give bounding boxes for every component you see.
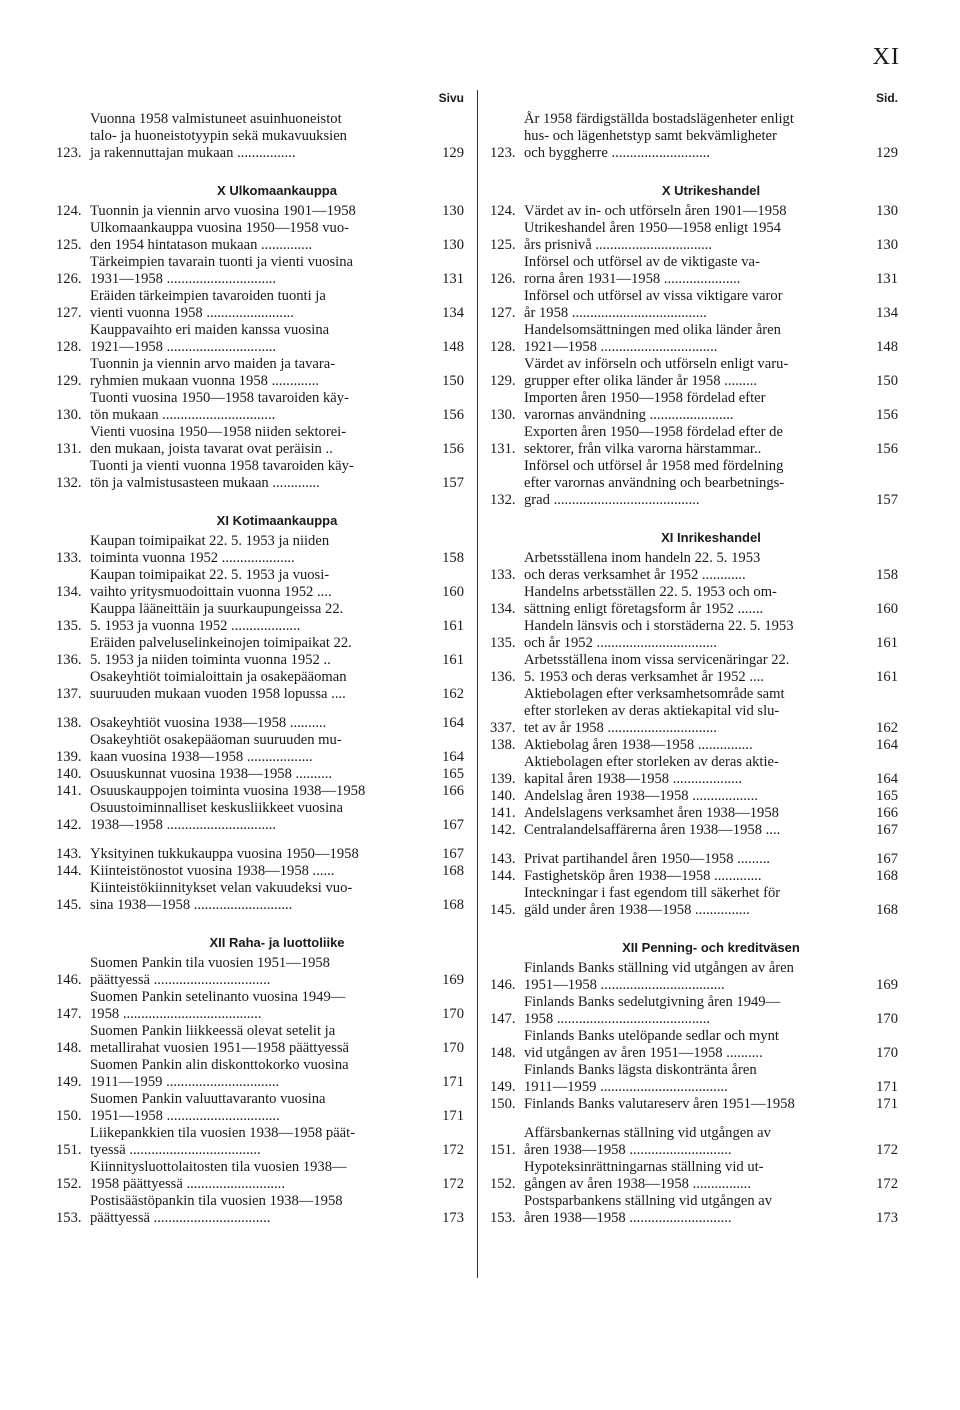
contents-entry [490, 584, 898, 618]
entry-title: Finlands Banks utelöpande sedlar och mynt vid utgången av åren 1951—1958 .......... [524, 1028, 779, 1061]
entry-number: 153. [56, 1210, 82, 1226]
section-heading: XI Kotimaankauppa [216, 513, 338, 528]
entry-number: 132. [490, 492, 516, 508]
entry-title: Kaupan toimipaikat 22. 5. 1953 ja niiden toiminta vuonna 1952 .................... [90, 533, 330, 566]
entry-number: 129. [56, 373, 82, 389]
entry-page: 170 [442, 1006, 464, 1022]
entry-number: 147. [56, 1006, 82, 1022]
section-heading: XII Raha- ja luottoliike [209, 935, 345, 950]
entry-number: 146. [490, 977, 516, 993]
entry-number: 148. [490, 1045, 516, 1061]
entry-page: 150 [876, 373, 898, 389]
entry-page: 131 [442, 271, 464, 287]
contents-entry [490, 686, 898, 737]
entry-page: 131 [876, 271, 898, 287]
entry-number: 144. [490, 868, 516, 884]
entry-page: 170 [876, 1045, 898, 1061]
entry-number: 130. [56, 407, 82, 423]
entry-title: Finlands Banks sedelutgivning åren 1949— 1958 .......................................... [524, 994, 781, 1027]
entry-page: 148 [876, 339, 898, 355]
entry-number: 123. [490, 145, 516, 161]
section-heading: X Ulkomaankauppa [217, 183, 337, 198]
entry-number: 125. [56, 237, 82, 253]
entry-number: 147. [490, 1011, 516, 1027]
contents-entry [490, 1028, 898, 1062]
entry-page: 161 [876, 635, 898, 651]
entry-page: 160 [876, 601, 898, 617]
contents-entry [490, 994, 898, 1028]
entry-number: 139. [56, 749, 82, 765]
entry-number: 149. [56, 1074, 82, 1090]
contents-entry [490, 822, 898, 839]
contents-entry [56, 601, 464, 635]
entry-number: 150. [490, 1096, 516, 1112]
entry-number: 132. [56, 475, 82, 491]
entry-page: 164 [442, 749, 464, 765]
entry-page: 167 [442, 817, 464, 833]
contents-entry [490, 111, 898, 162]
entry-page: 156 [442, 441, 464, 457]
entry-page: 172 [876, 1176, 898, 1192]
entry-number: 131. [490, 441, 516, 457]
entry-title: Suomen Pankin liikkeessä olevat setelit ja metallirahat vuosien 1951—1958 päättyessä [90, 1023, 349, 1056]
entry-number: 142. [490, 822, 516, 838]
page-column-label: Sid. [875, 91, 898, 105]
entry-page: 158 [876, 567, 898, 583]
entry-page: 166 [876, 805, 898, 821]
entry-title: Suomen Pankin alin diskonttokorko vuosina 1911—1959 ............................... [90, 1057, 349, 1090]
entry-title: Andelslag åren 1938—1958 .................. [524, 788, 758, 804]
entry-page: 168 [876, 868, 898, 884]
entry-page: 161 [442, 618, 464, 634]
entry-title: Vuonna 1958 valmistuneet asuinhuoneistot talo- ja huoneistotyypin sekä mukavuuksien ja rakennuttajan mukaan ................ [90, 111, 347, 161]
contents-entry [490, 788, 898, 805]
entry-page: 172 [442, 1176, 464, 1192]
entry-title: Ulkomaankauppa vuosina 1950—1958 vuo- den 1954 hintatason mukaan .............. [90, 220, 349, 253]
entry-page: 148 [442, 339, 464, 355]
entry-page: 130 [442, 237, 464, 253]
entry-title: År 1958 färdigställda bostadslägenheter enligt hus- och lägenhetstyp samt bekvämligheter och byggherre ........................... [524, 111, 794, 161]
contents-entry [56, 1159, 464, 1193]
entry-number: 124. [56, 203, 82, 219]
entry-page: 157 [876, 492, 898, 508]
section-heading: XII Penning- och kreditväsen [622, 940, 800, 955]
entry-page: 172 [876, 1142, 898, 1158]
contents-entry [56, 715, 464, 732]
entry-title: Osuustoiminnalliset keskusliikkeet vuosina 1938—1958 .............................. [90, 800, 343, 833]
entry-title: Osakeyhtiöt vuosina 1938—1958 .......... [90, 715, 327, 731]
entry-number: 130. [490, 407, 516, 423]
entry-title: Osakeyhtiöt osakepääoman suuruuden mu- kaan vuosina 1938—1958 .................. [90, 732, 342, 765]
contents-entry [490, 868, 898, 885]
contents-entry [490, 203, 898, 220]
contents-entry [56, 424, 464, 458]
contents-entry [490, 1062, 898, 1096]
contents-section [490, 529, 898, 919]
entry-page: 167 [442, 846, 464, 862]
entry-title: Postsparbankens ställning vid utgången av åren 1938—1958 ............................ [524, 1193, 773, 1226]
contents-entry [56, 254, 464, 288]
contents-entry [490, 737, 898, 754]
entry-title: Kiinteistökiinnitykset velan vakuudeksi vuo- sina 1938—1958 ........................... [90, 880, 353, 913]
entry-title: Exporten åren 1950—1958 fördelad efter de sektorer, från vilka varorna härstammar.. [524, 424, 783, 457]
contents-entry [490, 1125, 898, 1159]
entry-page: 171 [442, 1074, 464, 1090]
entry-page: 164 [876, 737, 898, 753]
contents-entry [490, 851, 898, 868]
entry-title: Yksityinen tukkukauppa vuosina 1950—1958 [90, 846, 359, 862]
contents-entry [56, 800, 464, 834]
entry-page: 169 [876, 977, 898, 993]
contents-entry [56, 880, 464, 914]
contents-entry [56, 220, 464, 254]
page-column-label: Sivu [438, 91, 464, 105]
entry-number: 152. [56, 1176, 82, 1192]
entry-page: 167 [876, 822, 898, 838]
entry-number: 126. [56, 271, 82, 287]
contents-entry [56, 1023, 464, 1057]
entry-page: 171 [442, 1108, 464, 1124]
entry-number: 131. [56, 441, 82, 457]
entry-page: 157 [442, 475, 464, 491]
entry-number: 153. [490, 1210, 516, 1226]
entry-number: 133. [490, 567, 516, 583]
contents-section [490, 182, 898, 509]
intro-entries [56, 111, 464, 162]
entry-title: Fastighetsköp åren 1938—1958 ............. [524, 868, 762, 884]
entry-page: 134 [442, 305, 464, 321]
contents-entry [56, 203, 464, 220]
entry-number: 137. [56, 686, 82, 702]
entry-page: 166 [442, 783, 464, 799]
entry-page: 150 [442, 373, 464, 389]
entry-number: 145. [490, 902, 516, 918]
entry-page: 173 [876, 1210, 898, 1226]
section-heading: XI Inrikeshandel [661, 530, 761, 545]
entry-number: 135. [490, 635, 516, 651]
entry-page: 171 [876, 1096, 898, 1112]
contents-entry [490, 618, 898, 652]
contents-entry [56, 669, 464, 703]
contents-entry [490, 960, 898, 994]
entry-title: Införsel och utförsel år 1958 med fördelning efter varornas användning och bearbetnings- grad ........................................ [524, 458, 785, 508]
contents-entry [56, 955, 464, 989]
contents-entry [56, 989, 464, 1023]
entry-number: 128. [490, 339, 516, 355]
entry-page: 165 [876, 788, 898, 804]
entry-number: 140. [490, 788, 516, 804]
entry-number: 151. [490, 1142, 516, 1158]
contents-section [56, 182, 464, 492]
entry-title: Tärkeimpien tavarain tuonti ja vienti vuosina 1931—1958 .............................. [90, 254, 354, 287]
contents-entry [56, 458, 464, 492]
entry-title: Införsel och utförsel av de viktigaste va- rorna åren 1931—1958 ..................... [524, 254, 760, 287]
entry-number: 148. [56, 1040, 82, 1056]
entry-number: 127. [490, 305, 516, 321]
entry-title: Privat partihandel åren 1950—1958 ......... [524, 851, 771, 867]
contents-entry [490, 424, 898, 458]
entry-page: 161 [442, 652, 464, 668]
entry-page: 162 [876, 720, 898, 736]
entry-title: Aktiebolagen efter verksamhetsområde samt efter storleken av deras aktiekapital vid slu- tet av år 1958 .............................. [524, 686, 785, 736]
entry-number: 144. [56, 863, 82, 879]
entry-title: Finlands Banks lägsta diskontränta åren 1911—1959 ................................... [524, 1062, 757, 1095]
page-number: XI [872, 44, 900, 70]
entry-page: 130 [876, 237, 898, 253]
contents-entry [56, 322, 464, 356]
contents-column-finnish [56, 90, 464, 1227]
entry-number: 143. [490, 851, 516, 867]
entry-number: 142. [56, 817, 82, 833]
entry-title: Tuonnin ja viennin arvo maiden ja tavara- ryhmien mukaan vuonna 1958 ............. [90, 356, 336, 389]
entry-title: Eräiden palveluselinkeinojen toimipaikat 22. 5. 1953 ja niiden toiminta vuonna 1952 .. [90, 635, 352, 668]
entry-page: 156 [876, 407, 898, 423]
entry-title: Hypoteksinrättningarnas ställning vid ut- gången av åren 1938—1958 ................ [524, 1159, 764, 1192]
contents-entry [56, 766, 464, 783]
entry-title: Värdet av införseln och utförseln enligt varu- grupper efter olika länder år 1958 ......... [524, 356, 789, 389]
contents-entry [56, 1125, 464, 1159]
contents-entry [490, 1159, 898, 1193]
entry-page: 170 [876, 1011, 898, 1027]
entry-number: 123. [56, 145, 82, 161]
entry-title: Osuuskauppojen toiminta vuosina 1938—1958 [90, 783, 366, 799]
contents-entry [490, 1096, 898, 1113]
entry-title: Andelslagens verksamhet åren 1938—1958 [524, 805, 779, 821]
entry-number: 143. [56, 846, 82, 862]
entry-number: 150. [56, 1108, 82, 1124]
entry-page: 173 [442, 1210, 464, 1226]
entry-title: Inteckningar i fast egendom till säkerhet för gäld under åren 1938—1958 ............... [524, 885, 781, 918]
contents-sections [490, 182, 898, 1227]
entry-title: Osuuskunnat vuosina 1938—1958 .......... [90, 766, 333, 782]
contents-entry [490, 322, 898, 356]
contents-entry [56, 1193, 464, 1227]
contents-section [490, 939, 898, 1227]
entry-number: 124. [490, 203, 516, 219]
entry-number: 140. [56, 766, 82, 782]
entry-page: 130 [876, 203, 898, 219]
entry-title: Tuonnin ja viennin arvo vuosina 1901—1958 [90, 203, 356, 219]
entry-number: 138. [490, 737, 516, 753]
entry-page: 164 [876, 771, 898, 787]
entry-title: Centralandelsaffärerna åren 1938—1958 .... [524, 822, 781, 838]
contents-entry [490, 288, 898, 322]
entry-title: Införsel och utförsel av vissa viktigare varor år 1958 ..................................... [524, 288, 783, 321]
contents-entry [56, 783, 464, 800]
entry-number: 149. [490, 1079, 516, 1095]
entry-number: 145. [56, 897, 82, 913]
contents-entry [490, 652, 898, 686]
entry-page: 167 [876, 851, 898, 867]
entry-number: 129. [490, 373, 516, 389]
entry-title: Kaupan toimipaikat 22. 5. 1953 ja vuosi- vaihto yritysmuodoittain vuonna 1952 .... [90, 567, 332, 600]
intro-entries [490, 111, 898, 162]
entry-title: Arbetsställena inom vissa servicenäringar 22. 5. 1953 och deras verksamhet år 1952 .... [524, 652, 790, 685]
entry-title: Kiinnitysluottolaitosten tila vuosien 1938— 1958 päättyessä ........................... [90, 1159, 347, 1192]
entry-page: 168 [876, 902, 898, 918]
contents-entry [56, 732, 464, 766]
contents-section [56, 934, 464, 1227]
entry-number: 136. [56, 652, 82, 668]
entry-number: 125. [490, 237, 516, 253]
contents-entry [56, 863, 464, 880]
entry-number: 138. [56, 715, 82, 731]
contents-entry [56, 567, 464, 601]
entry-title: Importen åren 1950—1958 fördelad efter varornas användning ....................... [524, 390, 766, 423]
entry-page: 129 [876, 145, 898, 161]
entry-title: Affärsbankernas ställning vid utgången av åren 1938—1958 ............................ [524, 1125, 771, 1158]
entry-number: 337. [490, 720, 516, 736]
entry-page: 164 [442, 715, 464, 731]
entry-title: Aktiebolag åren 1938—1958 ............... [524, 737, 753, 753]
contents-column-swedish [490, 90, 898, 1227]
entry-title: Tuonti ja vienti vuonna 1958 tavaroiden käy- tön ja valmistusasteen mukaan ............. [90, 458, 354, 491]
entry-page: 165 [442, 766, 464, 782]
contents-entry [56, 390, 464, 424]
entry-title: Arbetsställena inom handeln 22. 5. 1953 och deras verksamhet år 1952 ............ [524, 550, 761, 583]
contents-entry [56, 533, 464, 567]
contents-entry [490, 356, 898, 390]
contents-entry [490, 805, 898, 822]
entry-title: Kauppavaihto eri maiden kanssa vuosina 1921—1958 .............................. [90, 322, 330, 355]
entry-page: 170 [442, 1040, 464, 1056]
entry-page: 130 [442, 203, 464, 219]
entry-page: 156 [442, 407, 464, 423]
entry-number: 141. [56, 783, 82, 799]
section-heading: X Utrikeshandel [661, 183, 761, 198]
entry-number: 134. [56, 584, 82, 600]
contents-entry [490, 1193, 898, 1227]
entry-title: Handeln länsvis och i storstäderna 22. 5. 1953 och år 1952 ................................. [524, 618, 794, 651]
column-divider [477, 90, 478, 1278]
entry-title: Suomen Pankin setelinanto vuosina 1949— 1958 ...................................... [90, 989, 346, 1022]
entry-page: 158 [442, 550, 464, 566]
contents-entry [56, 1057, 464, 1091]
entry-number: 127. [56, 305, 82, 321]
entry-number: 139. [490, 771, 516, 787]
entry-page: 172 [442, 1142, 464, 1158]
entry-title: Handelns arbetsställen 22. 5. 1953 och om- sättning enligt företagsform år 1952 ....... [524, 584, 777, 617]
entry-page: 160 [442, 584, 464, 600]
entry-page: 134 [876, 305, 898, 321]
entry-number: 126. [490, 271, 516, 287]
entry-title: Värdet av in- och utförseln åren 1901—1958 [524, 203, 787, 219]
entry-page: 168 [442, 897, 464, 913]
contents-entry [56, 1091, 464, 1125]
entry-title: Finlands Banks ställning vid utgången av åren 1951—1958 .................................. [524, 960, 794, 993]
entry-title: Osakeyhtiöt toimialoittain ja osakepääoman suuruuden mukaan vuoden 1958 lopussa .... [90, 669, 347, 702]
contents-entry [56, 288, 464, 322]
contents-entry [490, 754, 898, 788]
entry-page: 162 [442, 686, 464, 702]
entry-title: Suomen Pankin tila vuosien 1951—1958 päättyessä ................................ [90, 955, 330, 988]
entry-title: Eräiden tärkeimpien tavaroiden tuonti ja vienti vuonna 1958 ........................ [90, 288, 326, 321]
entry-number: 134. [490, 601, 516, 617]
entry-number: 141. [490, 805, 516, 821]
entry-title: Aktiebolagen efter storleken av deras aktie- kapital åren 1938—1958 ................... [524, 754, 779, 787]
entry-title: Finlands Banks valutareserv åren 1951—1958 [524, 1096, 795, 1112]
entry-number: 151. [56, 1142, 82, 1158]
contents-entry [490, 885, 898, 919]
contents-entry [56, 846, 464, 863]
contents-entry [490, 220, 898, 254]
entry-title: Handelsomsättningen med olika länder åren 1921—1958 ................................ [524, 322, 781, 355]
entry-number: 152. [490, 1176, 516, 1192]
contents-entry [56, 635, 464, 669]
entry-number: 135. [56, 618, 82, 634]
contents-entry [490, 254, 898, 288]
entry-title: Suomen Pankin valuuttavaranto vuosina 1951—1958 ............................... [90, 1091, 326, 1124]
entry-title: Vienti vuosina 1950—1958 niiden sektorei- den mukaan, joista tavarat ovat peräisin .. [90, 424, 347, 457]
entry-page: 129 [442, 145, 464, 161]
contents-entry [56, 111, 464, 162]
contents-entry [56, 356, 464, 390]
entry-page: 169 [442, 972, 464, 988]
contents-section [56, 512, 464, 914]
entry-title: Postisäästöpankin tila vuosien 1938—1958 päättyessä ................................ [90, 1193, 343, 1226]
entry-number: 133. [56, 550, 82, 566]
contents-entry [490, 550, 898, 584]
entry-title: Liikepankkien tila vuosien 1938—1958 päät- tyessä .................................... [90, 1125, 356, 1158]
contents-entry [490, 390, 898, 424]
entry-number: 136. [490, 669, 516, 685]
entry-page: 171 [876, 1079, 898, 1095]
entry-title: Kauppa lääneittäin ja suurkaupungeissa 22. 5. 1953 ja vuonna 1952 ................... [90, 601, 344, 634]
entry-page: 156 [876, 441, 898, 457]
contents-entry [490, 458, 898, 509]
entry-page: 161 [876, 669, 898, 685]
entry-title: Kiinteistönostot vuosina 1938—1958 ...... [90, 863, 335, 879]
entry-title: Tuonti vuosina 1950—1958 tavaroiden käy- tön mukaan ............................... [90, 390, 349, 423]
entry-number: 146. [56, 972, 82, 988]
contents-sections [56, 182, 464, 1227]
entry-title: Utrikeshandel åren 1950—1958 enligt 1954 års prisnivå ................................ [524, 220, 781, 253]
entry-page: 168 [442, 863, 464, 879]
entry-number: 128. [56, 339, 82, 355]
